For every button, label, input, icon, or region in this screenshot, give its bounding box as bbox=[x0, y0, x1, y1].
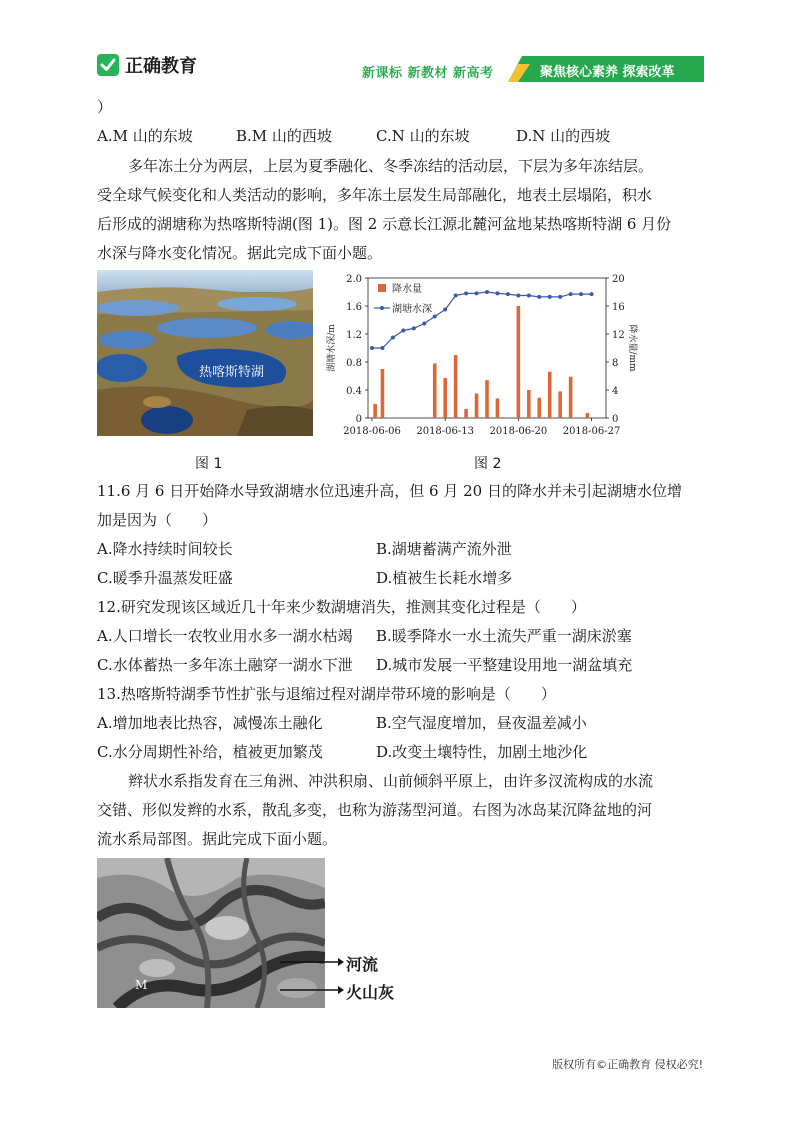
water-depth-point bbox=[391, 336, 395, 340]
x-tick-label: 2018-06-06 bbox=[343, 426, 401, 437]
figure1-photo bbox=[97, 270, 313, 436]
water-depth-point bbox=[548, 295, 552, 299]
figure3-label-m: M bbox=[135, 978, 148, 992]
water-depth-point bbox=[454, 294, 458, 298]
precipitation-bar bbox=[485, 380, 489, 418]
close-paren: ） bbox=[97, 98, 113, 116]
q13-option-a: A.增加地表比热容，减慢冻土融化 bbox=[97, 714, 323, 732]
q11-option-a: A.降水持续时间较长 bbox=[97, 540, 233, 558]
q12-option-b: B.暖季降水一水土流失严重一湖床淤塞 bbox=[376, 627, 632, 645]
water-depth-point bbox=[433, 315, 437, 319]
figure1-caption: 图 1 bbox=[195, 456, 223, 472]
figure2-caption: 图 2 bbox=[474, 456, 502, 472]
precipitation-bar bbox=[496, 398, 500, 418]
precipitation-bar bbox=[569, 377, 573, 418]
water-depth-line bbox=[372, 292, 592, 348]
figure3-label-ash: 火山灰 bbox=[346, 983, 395, 1002]
check-icon bbox=[97, 54, 119, 76]
passage2-line-2: 交错、形似发辫的水系，散乱多变，也称为游荡型河道。右图为冰岛某沉降盆地的河 bbox=[97, 801, 653, 819]
q11-stem-2: 加是因为（ ） bbox=[97, 511, 218, 529]
precipitation-bar bbox=[433, 363, 437, 418]
water-depth-point bbox=[506, 292, 510, 296]
x-tick-label: 2018-06-13 bbox=[416, 426, 475, 437]
q13-option-c: C.水分周期性补给，植被更加繁茂 bbox=[97, 743, 323, 761]
precipitation-bar bbox=[586, 413, 590, 418]
q12-option-a: A.人口增长一农牧业用水多一湖水枯竭 bbox=[97, 627, 353, 645]
y-tick-label-left: 1.2 bbox=[346, 330, 362, 341]
water-depth-point bbox=[558, 295, 562, 299]
precipitation-bar bbox=[537, 398, 541, 418]
water-depth-point bbox=[516, 294, 520, 298]
water-depth-point bbox=[495, 291, 499, 295]
y-tick-label-right: 4 bbox=[612, 386, 619, 397]
legend-label-precip: 降水量 bbox=[392, 284, 422, 295]
prev-option-c: C.N 山的东坡 bbox=[376, 127, 470, 145]
figure3-label-river: 河流 bbox=[346, 955, 379, 974]
header-slogan: 新课标 新教材 新高考 bbox=[362, 66, 494, 81]
prev-option-a: A.M 山的东坡 bbox=[97, 127, 193, 145]
precipitation-bar bbox=[443, 378, 447, 418]
y-tick-label-right: 12 bbox=[612, 330, 625, 341]
precipitation-bar bbox=[454, 355, 458, 418]
water-depth-point bbox=[401, 329, 405, 333]
water-depth-point bbox=[475, 291, 479, 295]
y-tick-label-right: 16 bbox=[612, 302, 625, 313]
q12-stem: 12.研究发现该区域近几十年来少数湖塘消失，推测其变化过程是（ ） bbox=[97, 598, 586, 616]
passage2-line-3: 流水系局部图。据此完成下面小题。 bbox=[97, 830, 338, 848]
water-depth-point bbox=[485, 290, 489, 294]
y-tick-label-right: 8 bbox=[612, 358, 619, 369]
legend-swatch-depth-point bbox=[380, 306, 384, 310]
passage1-line-1: 多年冻土分为两层，上层为夏季融化、冬季冻结的活动层，下层为多年冻结层。 bbox=[128, 157, 654, 175]
prev-option-d: D.N 山的西坡 bbox=[516, 127, 611, 145]
precipitation-bar bbox=[381, 369, 385, 418]
water-depth-point bbox=[464, 291, 468, 295]
water-depth-point bbox=[537, 295, 541, 299]
q13-option-b: B.空气湿度增加，昼夜温差减小 bbox=[376, 714, 587, 732]
q12-option-d: D.城市发展一平整建设用地一湖盆填充 bbox=[376, 656, 633, 674]
y-axis-label-right: 降水量/mm bbox=[627, 324, 637, 372]
brand-logo bbox=[97, 52, 197, 78]
footer-copyright: 版权所有©正确教育 侵权必究! bbox=[552, 1058, 703, 1071]
q13-stem: 13.热喀斯特湖季节性扩张与退缩过程对湖岸带环境的影响是（ ） bbox=[97, 685, 556, 703]
precipitation-bar bbox=[373, 404, 377, 418]
q11-stem-1: 11.6 月 6 日开始降水导致湖塘水位迅速升高，但 6 月 20 日的降水并未引起湖塘水位增 bbox=[97, 482, 682, 500]
y-tick-label-left: 0 bbox=[355, 414, 362, 425]
precipitation-bar bbox=[475, 394, 479, 419]
precipitation-bar bbox=[464, 409, 468, 418]
q13-option-d: D.改变土壤特性，加剧土地沙化 bbox=[376, 743, 588, 761]
q11-option-b: B.湖塘蓄满产流外泄 bbox=[376, 540, 512, 558]
y-tick-label-right: 20 bbox=[612, 274, 625, 285]
legend-swatch-precip bbox=[378, 284, 386, 292]
precipitation-bar bbox=[558, 391, 562, 418]
precipitation-bar bbox=[548, 372, 552, 418]
precipitation-bar bbox=[517, 306, 521, 418]
water-depth-point bbox=[422, 322, 426, 326]
q11-option-c: C.暖季升温蒸发旺盛 bbox=[97, 569, 233, 587]
y-tick-label-left: 0.8 bbox=[346, 358, 362, 369]
brand-name: 正确教育 bbox=[125, 56, 197, 77]
y-tick-label-left: 2.0 bbox=[346, 274, 362, 285]
passage1-line-2: 受全球气候变化和人类活动的影响，多年冻土层发生局部融化，地表土层塌陷，积水 bbox=[97, 186, 653, 204]
passage1-line-4: 水深与降水变化情况。据此完成下面小题。 bbox=[97, 244, 383, 262]
figure3-arrows bbox=[280, 952, 344, 998]
water-depth-point bbox=[412, 326, 416, 330]
figure2-chart bbox=[318, 262, 638, 444]
water-depth-point bbox=[569, 292, 573, 296]
water-depth-point bbox=[590, 292, 594, 296]
water-depth-point bbox=[579, 292, 583, 296]
header-banner-text: 聚焦核心素养 探索改革 bbox=[540, 65, 675, 80]
water-depth-point bbox=[370, 346, 374, 350]
passage2-line-1: 辫状水系指发育在三角洲、冲洪积扇、山前倾斜平原上，由许多汊流构成的水流 bbox=[128, 772, 654, 790]
x-tick-label: 2018-06-20 bbox=[489, 426, 548, 437]
water-depth-point bbox=[380, 346, 384, 350]
x-tick-label: 2018-06-27 bbox=[562, 426, 621, 437]
water-depth-point bbox=[443, 308, 447, 312]
legend-label-depth: 湖塘水深 bbox=[392, 304, 432, 315]
q11-option-d: D.植被生长耗水增多 bbox=[376, 569, 513, 587]
q12-option-c: C.水体蓄热一多年冻土融穿一湖水下泄 bbox=[97, 656, 353, 674]
figure1-label: 热喀斯特湖 bbox=[199, 365, 265, 380]
passage1-line-3: 后形成的湖塘称为热喀斯特湖(图 1)。图 2 示意长江源北麓河盆地某热喀斯特湖 6 月份 bbox=[97, 215, 672, 233]
y-tick-label-left: 0.4 bbox=[346, 386, 362, 397]
y-tick-label-right: 0 bbox=[612, 414, 619, 425]
precipitation-bar bbox=[527, 390, 531, 418]
water-depth-point bbox=[527, 294, 531, 298]
y-tick-label-left: 1.6 bbox=[346, 302, 362, 313]
prev-option-b: B.M 山的西坡 bbox=[236, 127, 332, 145]
y-axis-label-left: 湖塘水深/m bbox=[327, 324, 337, 372]
